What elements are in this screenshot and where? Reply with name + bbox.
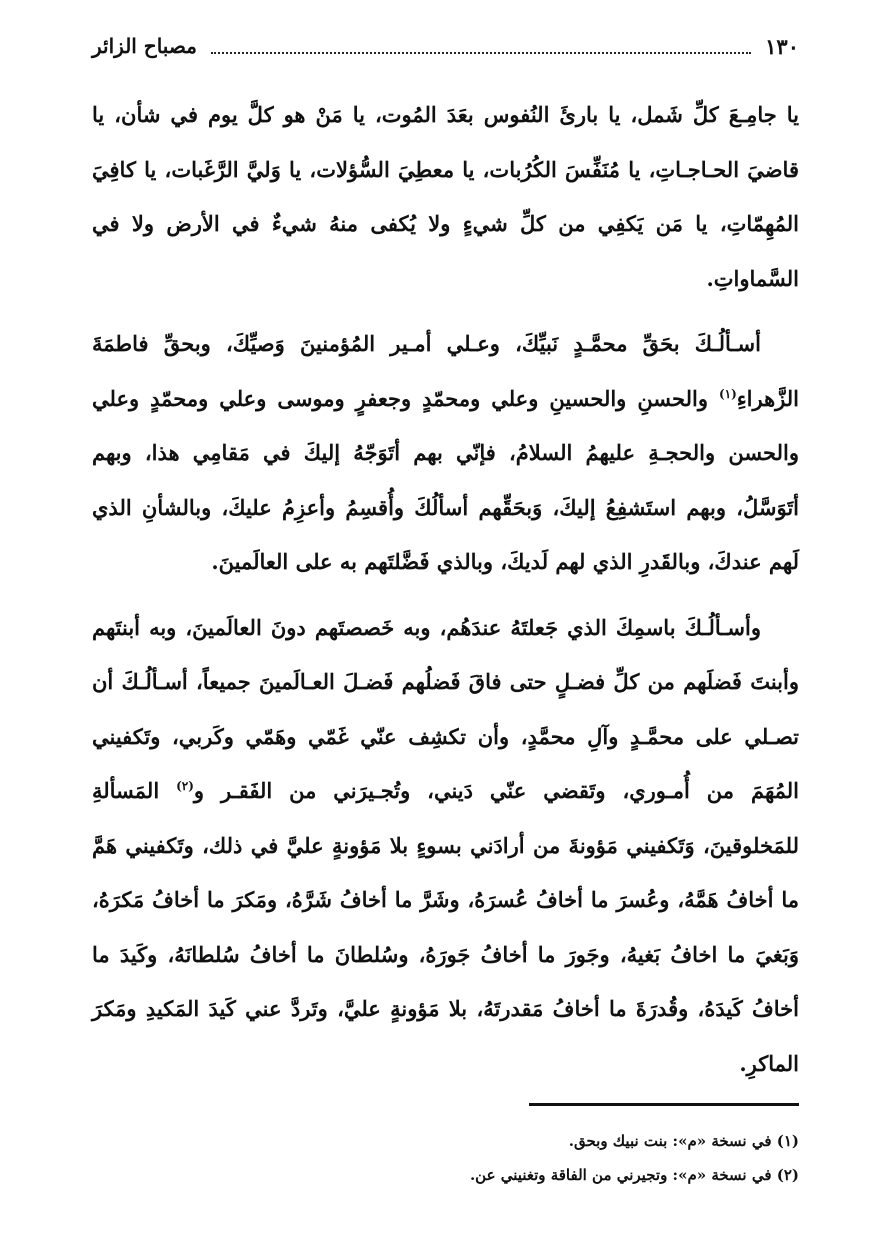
running-title: مصباح الزائر — [92, 34, 197, 58]
paragraph-2-part-1: أسـألُـكَ بحَقِّ محمَّـدٍ نَبيِّكَ، وعـلي أمـير المُؤمنينَ وَصيِّكَ، وبحقِّ فاطمَةَ الزَّهراءِ — [92, 331, 799, 411]
footnote-1: (١) في نسخة «م»: بنت نبيك وبحق. — [568, 1132, 799, 1150]
page-header — [92, 28, 799, 64]
paragraph-3-text: وأسـألُـكَ باسمِكَ الذي جَعلتَهُ عندَهُم، وبه خَصصتَهم دونَ العالَمينَ، وبه أبنتَهم وأبنتَ فَضلَهم من كلِّ فضـلٍ حتى فاقَ فَضلُهم فَضـلَ العـالَمينَ جميعاً، أسـألُـكَ أن تصـلي على محمَّـدٍ وآلِ محمَّدٍ، وأن تكشِف عنّي غَمّي وهَمّي وكَربي، وتَكفيني المُهَمَ من أُمـوري، وتَقضي عنّي دَيني، وتُجـيرَني من الفَقـر و — [92, 614, 799, 803]
main-text — [92, 88, 799, 1102]
page-number: ١٣٠ — [765, 33, 799, 59]
header-dotted-leader — [211, 52, 751, 54]
footnote-ref-1: (١) — [718, 386, 737, 401]
paragraph-1: يا جامِـعَ كلِّ شَمل، يا بارئَ النُفوس بعَدَ المُوت، يا مَنْ هو كلَّ يوم في شأن، يا قاضيَ الحـاجـاتِ، يا مُنَفِّسَ الكُرُبات، يا معطِيَ السُّؤلات، يا وَليَّ الرَّغَبات، يا كافِيَ المُهِمّاتِ، يا مَن يَكفِي من كلِّ شيءٍ ولا يُكفى منهُ شيءٌ في الأرض ولا في السَّماواتِ. — [92, 102, 799, 291]
paragraph-2 — [92, 317, 799, 590]
paragraph-2-part-2: والحسنِ والحسينِ وعلي ومحمّدٍ وجعفرٍ وموسى وعلي ومحمّدٍ وعلي والحسن والحجـةِ عليهمُ السلامُ، فإنّي بهم أتَوَجّهُ إليكَ في مَقامِي هذا، وبهم أتَوَسَّلُ، وبهم استَشفِعُ إليكَ، وَبحَقِّهم أسألُكَ وأُقسِمُ وأعزِمُ عليكَ، وبالشأنِ الذي لَهم عندكَ، وبالقَدرِ الذي لهم لَديكَ، وبالذي فَضَّلتَهم به على العالَمينَ. — [92, 385, 799, 574]
paragraph-3 — [92, 601, 799, 1092]
paragraph-3-continuation: للمَخلوقينَ، وَتَكفيني مَؤونةَ من أرادَني بسوءٍ بلا مَؤونةٍ عليَّ في ذلك، وتَكفيني هَمَّ ما أخافُ هَمَّهُ، وعُسرَ ما أخافُ عُسرَهُ، وشَرَّ ما أخافُ شَرَّهُ، ومَكرَ ما أخافُ مَكرَهُ، وَبَغيَ ما اخافُ بَغيهُ، وجَورَ ما أخافُ جَورَهُ، وسُلطانَ ما أخافُ سُلطانَهُ، وكَيدَ ما أخافُ كَيدَهُ، وقُدرَةَ ما أخافُ مَقدرتَهُ، بلا مَؤونةٍ عليَّ، وتَردَّ عني كَيدَ المَكيدِ ومَكرَ الماكرِ. — [92, 832, 800, 1076]
footnote-separator — [529, 1103, 799, 1106]
footnote-ref-2: (٢) — [176, 779, 194, 793]
footnotes — [92, 1124, 799, 1192]
paragraph-3-tail: المَسألةِ — [92, 778, 177, 803]
footnote-2: (٢) في نسخة «م»: وتجيرني من الفاقة وتغنيني عن. — [469, 1166, 799, 1184]
